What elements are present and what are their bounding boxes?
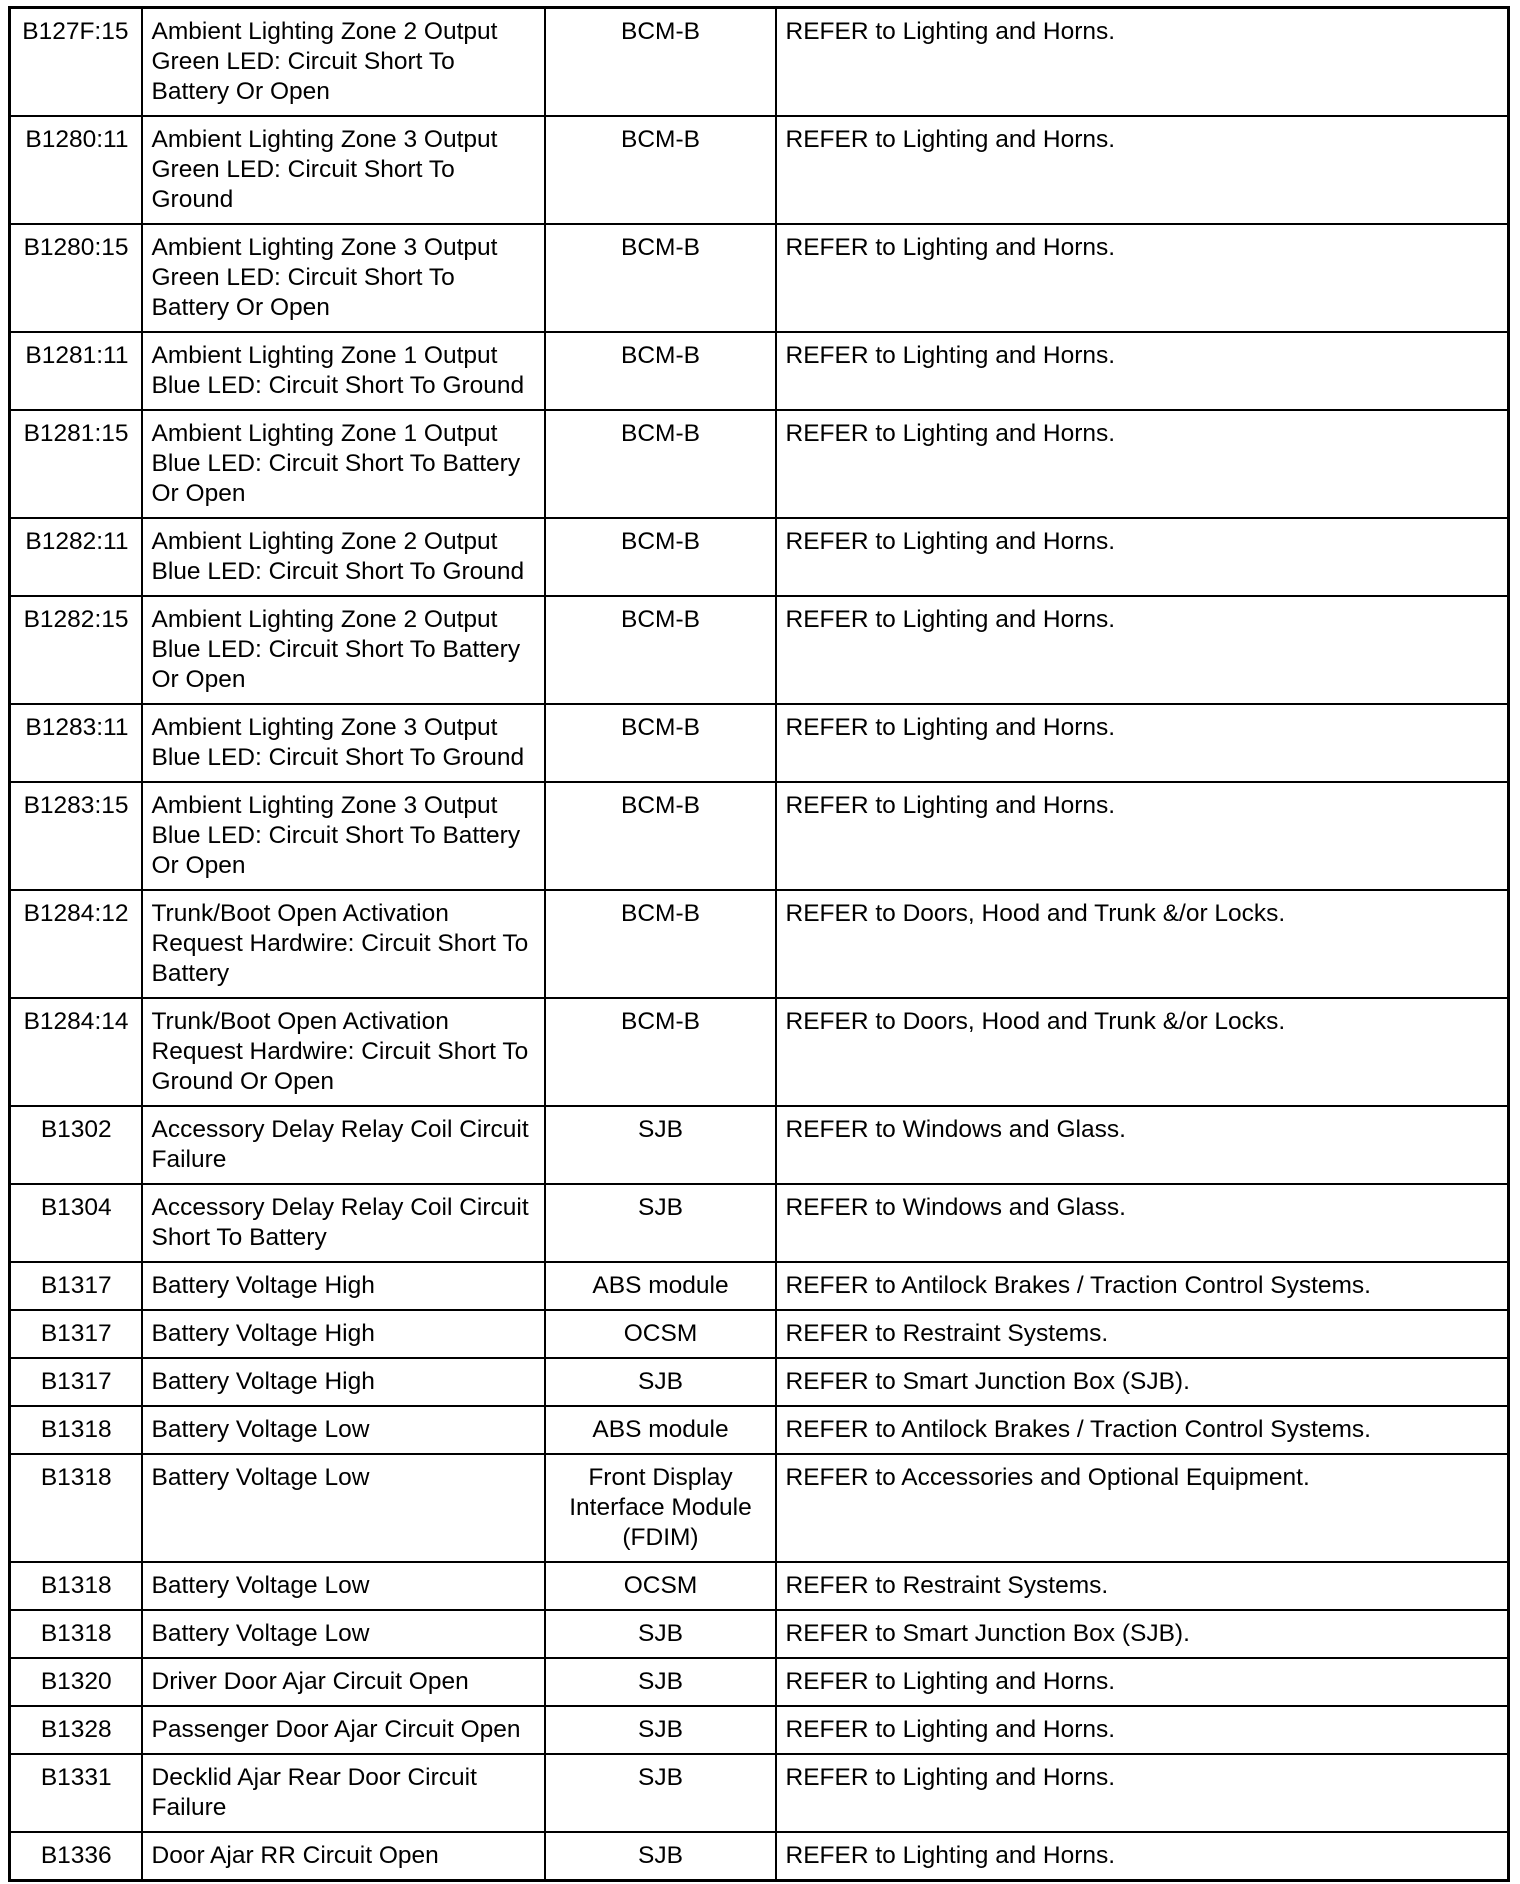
table-row — [10, 1358, 1509, 1406]
module-cell: BCM-B — [545, 224, 776, 332]
action-cell: REFER to Smart Junction Box (SJB). — [776, 1358, 1509, 1406]
action-cell: REFER to Doors, Hood and Trunk &/or Locks. — [776, 890, 1509, 998]
description-cell: Accessory Delay Relay Coil Circuit Failure — [142, 1106, 545, 1184]
table-row — [10, 704, 1509, 782]
module-cell: ABS module — [545, 1406, 776, 1454]
table-row — [10, 1706, 1509, 1754]
module-cell: ABS module — [545, 1262, 776, 1310]
dtc-table — [8, 6, 1510, 1882]
module-cell: BCM-B — [545, 782, 776, 890]
table-row — [10, 596, 1509, 704]
description-cell: Trunk/Boot Open Activation Request Hardwire: Circuit Short To Ground Or Open — [142, 998, 545, 1106]
dtc-code-cell: B1318 — [10, 1406, 142, 1454]
table-row — [10, 998, 1509, 1106]
module-cell: SJB — [545, 1832, 776, 1881]
module-cell: SJB — [545, 1658, 776, 1706]
module-cell: BCM-B — [545, 704, 776, 782]
table-row — [10, 1406, 1509, 1454]
dtc-code-cell: B1317 — [10, 1262, 142, 1310]
table-row — [10, 1310, 1509, 1358]
table-row — [10, 1262, 1509, 1310]
dtc-code-cell: B1280:11 — [10, 116, 142, 224]
description-cell: Battery Voltage Low — [142, 1454, 545, 1562]
dtc-code-cell: B1318 — [10, 1454, 142, 1562]
module-cell: BCM-B — [545, 410, 776, 518]
action-cell: REFER to Lighting and Horns. — [776, 116, 1509, 224]
module-cell: SJB — [545, 1106, 776, 1184]
description-cell: Door Ajar RR Circuit Open — [142, 1832, 545, 1881]
module-cell: SJB — [545, 1754, 776, 1832]
dtc-code-cell: B1282:11 — [10, 518, 142, 596]
description-cell: Battery Voltage High — [142, 1262, 545, 1310]
dtc-code-cell: B1284:14 — [10, 998, 142, 1106]
action-cell: REFER to Lighting and Horns. — [776, 518, 1509, 596]
module-cell: OCSM — [545, 1310, 776, 1358]
description-cell: Battery Voltage Low — [142, 1406, 545, 1454]
action-cell: REFER to Restraint Systems. — [776, 1310, 1509, 1358]
dtc-code-cell: B1281:15 — [10, 410, 142, 518]
action-cell: REFER to Restraint Systems. — [776, 1562, 1509, 1610]
action-cell: REFER to Windows and Glass. — [776, 1106, 1509, 1184]
action-cell: REFER to Lighting and Horns. — [776, 596, 1509, 704]
table-row — [10, 1184, 1509, 1262]
module-cell: BCM-B — [545, 998, 776, 1106]
table-row — [10, 1754, 1509, 1832]
dtc-code-cell: B1318 — [10, 1610, 142, 1658]
module-cell: BCM-B — [545, 332, 776, 410]
action-cell: REFER to Smart Junction Box (SJB). — [776, 1610, 1509, 1658]
table-row — [10, 518, 1509, 596]
action-cell: REFER to Lighting and Horns. — [776, 410, 1509, 518]
action-cell: REFER to Lighting and Horns. — [776, 1658, 1509, 1706]
description-cell: Ambient Lighting Zone 1 Output Blue LED: Circuit Short To Battery Or Open — [142, 410, 545, 518]
module-cell: BCM-B — [545, 518, 776, 596]
table-row — [10, 1454, 1509, 1562]
description-cell: Battery Voltage Low — [142, 1610, 545, 1658]
action-cell: REFER to Antilock Brakes / Traction Control Systems. — [776, 1406, 1509, 1454]
module-cell: BCM-B — [545, 890, 776, 998]
dtc-code-cell: B1280:15 — [10, 224, 142, 332]
module-cell: SJB — [545, 1706, 776, 1754]
action-cell: REFER to Lighting and Horns. — [776, 1832, 1509, 1881]
description-cell: Ambient Lighting Zone 3 Output Blue LED: Circuit Short To Battery Or Open — [142, 782, 545, 890]
action-cell: REFER to Lighting and Horns. — [776, 1754, 1509, 1832]
table-row — [10, 1106, 1509, 1184]
table-row — [10, 1562, 1509, 1610]
module-cell: Front Display Interface Module (FDIM) — [545, 1454, 776, 1562]
dtc-code-cell: B1302 — [10, 1106, 142, 1184]
action-cell: REFER to Lighting and Horns. — [776, 224, 1509, 332]
table-row — [10, 1610, 1509, 1658]
description-cell: Decklid Ajar Rear Door Circuit Failure — [142, 1754, 545, 1832]
dtc-code-cell: B1281:11 — [10, 332, 142, 410]
description-cell: Ambient Lighting Zone 2 Output Blue LED: Circuit Short To Battery Or Open — [142, 596, 545, 704]
description-cell: Battery Voltage High — [142, 1310, 545, 1358]
description-cell: Battery Voltage High — [142, 1358, 545, 1406]
dtc-code-cell: B127F:15 — [10, 8, 142, 117]
dtc-code-cell: B1328 — [10, 1706, 142, 1754]
action-cell: REFER to Lighting and Horns. — [776, 782, 1509, 890]
dtc-code-cell: B1320 — [10, 1658, 142, 1706]
description-cell: Ambient Lighting Zone 3 Output Green LED: Circuit Short To Ground — [142, 116, 545, 224]
action-cell: REFER to Lighting and Horns. — [776, 704, 1509, 782]
table-row — [10, 410, 1509, 518]
module-cell: OCSM — [545, 1562, 776, 1610]
action-cell: REFER to Windows and Glass. — [776, 1184, 1509, 1262]
description-cell: Trunk/Boot Open Activation Request Hardwire: Circuit Short To Battery — [142, 890, 545, 998]
description-cell: Battery Voltage Low — [142, 1562, 545, 1610]
action-cell: REFER to Lighting and Horns. — [776, 8, 1509, 117]
table-row — [10, 890, 1509, 998]
dtc-code-cell: B1304 — [10, 1184, 142, 1262]
description-cell: Ambient Lighting Zone 3 Output Blue LED: Circuit Short To Ground — [142, 704, 545, 782]
description-cell: Ambient Lighting Zone 3 Output Green LED: Circuit Short To Battery Or Open — [142, 224, 545, 332]
description-cell: Ambient Lighting Zone 2 Output Green LED: Circuit Short To Battery Or Open — [142, 8, 545, 117]
description-cell: Passenger Door Ajar Circuit Open — [142, 1706, 545, 1754]
action-cell: REFER to Lighting and Horns. — [776, 1706, 1509, 1754]
action-cell: REFER to Antilock Brakes / Traction Control Systems. — [776, 1262, 1509, 1310]
description-cell: Driver Door Ajar Circuit Open — [142, 1658, 545, 1706]
table-row — [10, 782, 1509, 890]
dtc-code-cell: B1283:15 — [10, 782, 142, 890]
dtc-code-cell: B1318 — [10, 1562, 142, 1610]
dtc-table-body — [10, 8, 1509, 1881]
table-row — [10, 116, 1509, 224]
dtc-code-cell: B1317 — [10, 1358, 142, 1406]
table-row — [10, 8, 1509, 117]
module-cell: SJB — [545, 1358, 776, 1406]
action-cell: REFER to Doors, Hood and Trunk &/or Locks. — [776, 998, 1509, 1106]
table-row — [10, 1658, 1509, 1706]
description-cell: Ambient Lighting Zone 2 Output Blue LED: Circuit Short To Ground — [142, 518, 545, 596]
module-cell: BCM-B — [545, 596, 776, 704]
module-cell: BCM-B — [545, 8, 776, 117]
table-row — [10, 224, 1509, 332]
dtc-code-cell: B1282:15 — [10, 596, 142, 704]
dtc-code-cell: B1317 — [10, 1310, 142, 1358]
action-cell: REFER to Accessories and Optional Equipment. — [776, 1454, 1509, 1562]
module-cell: BCM-B — [545, 116, 776, 224]
description-cell: Ambient Lighting Zone 1 Output Blue LED: Circuit Short To Ground — [142, 332, 545, 410]
table-row — [10, 332, 1509, 410]
module-cell: SJB — [545, 1184, 776, 1262]
dtc-code-cell: B1331 — [10, 1754, 142, 1832]
table-row — [10, 1832, 1509, 1881]
module-cell: SJB — [545, 1610, 776, 1658]
dtc-code-cell: B1336 — [10, 1832, 142, 1881]
dtc-code-cell: B1283:11 — [10, 704, 142, 782]
action-cell: REFER to Lighting and Horns. — [776, 332, 1509, 410]
description-cell: Accessory Delay Relay Coil Circuit Short To Battery — [142, 1184, 545, 1262]
dtc-code-cell: B1284:12 — [10, 890, 142, 998]
